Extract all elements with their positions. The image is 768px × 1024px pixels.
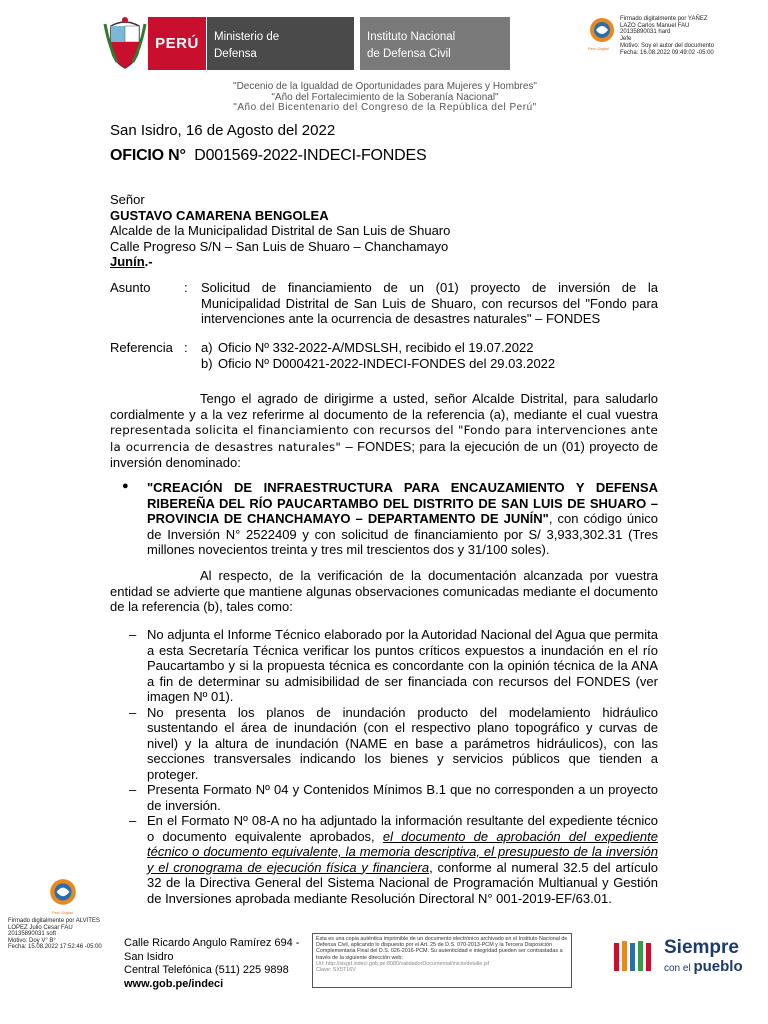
siempre-slogan: Siempre [664, 937, 739, 958]
ministerio-logo [207, 17, 354, 70]
dash-marker: – [129, 813, 137, 828]
observation-item [110, 813, 658, 906]
recipient-name: GUSTAVO CAMARENA BENGOLEA [110, 207, 329, 223]
asunto-row [110, 280, 658, 328]
observations-list [110, 627, 658, 906]
oficio-number: D001569-2022-INDECI-FONDES [194, 147, 427, 164]
people-logo-icon [612, 939, 656, 973]
pueblo-text: pueblo [693, 958, 743, 975]
observation-item [110, 627, 658, 705]
letter-date: San Isidro, 16 de Agosto del 2022 [110, 122, 336, 139]
p1-part-a: Tengo el agrado de dirigirme a usted, señor Alcalde Distrital, para saludarlo cordialmente y a la vez referirme al documento de la referencia (a), mediante el cual vuestra [110, 391, 658, 422]
footer-address [124, 937, 299, 991]
digital-signature-icon [48, 877, 78, 909]
sig-line: LAZO Carlos Manuel FAU [620, 22, 690, 29]
ref-text: Oficio Nº 332-2022-A/MDSLSH, recibido el 19.07.2022 [218, 340, 534, 355]
phone-line: Central Telefónica (511) 225 9898 [124, 964, 289, 976]
recipient-title: Alcalde de la Municipalidad Distrital de San Luis de Shuaro [110, 223, 451, 238]
ref-text: Oficio Nº D000421-2022-INDECI-FONDES del 29.03.2022 [218, 355, 556, 371]
p1-part-c: – FONDES; para la ejecución de un (01) proyecto de inversión denominado: [110, 438, 658, 470]
pueblo-slogan [664, 958, 743, 975]
footer-logo-tag: Perú Digital [52, 910, 73, 915]
indeci-line-2: de Defensa Civil [367, 48, 451, 60]
ministerio-line-1: Ministerio de [214, 31, 280, 43]
con-el-text: con el [664, 963, 691, 974]
reference-b [201, 356, 555, 372]
motto-line: "Decenio de la Igualdad de Oportunidades para Mujeres y Hombres" [233, 81, 537, 92]
observation-text-end: , conforme al numeral 32.5 del artículo 32 de la Directiva General del Sistema Nacional de Programación Multianual y Gestión de Inversiones aprobada mediante Resolución Directoral N° 001-2019-EF/63.01. [147, 859, 658, 906]
referencia-label: Referencia [110, 340, 173, 355]
digital-signature-top [620, 16, 760, 56]
project-title: "CREACIÓN DE INFRAESTRUCTURA PARA ENCAUZAMIENTO Y DEFENSA RIBEREÑA DEL RÍO PAUCARTAMBO DEL DISTRITO DE SAN LUIS DE SHUARO – PROVINCIA DE CHANCHAMAYO – DEPARTAMENTO DE JUNÍN" [147, 480, 658, 526]
referencia-colon: : [184, 340, 188, 355]
sig-line: 20135890031 soft [8, 931, 57, 937]
sig-line: Motivo: Soy el autor del documento [620, 42, 715, 49]
digital-signature-icon [588, 16, 616, 46]
sig-line: Jefe [620, 36, 632, 43]
motto-line: "Año del Bicentenario del Congreso de la República del Perú" [233, 102, 537, 113]
year-mottos [180, 82, 590, 114]
recipient-region-suffix: .- [144, 254, 153, 269]
observation-text: No adjunta el Informe Técnico elaborado por la Autoridad Nacional del Agua que permita a esta Secretaría Técnica verificar los puntos críticos expuestos a inundación en el río Paucartambo y si la propuesta técnica es concordante con la opinión técnica de la ANA a fin de determinar su admisibilidad de ser financiada con recursos del FONDES (ver imagen Nº 01). [147, 627, 658, 704]
recipient-region: Junín [110, 254, 145, 269]
ministerio-line-2: Defensa [214, 48, 257, 60]
asunto-label: Asunto [110, 280, 151, 295]
coat-of-arms-icon [103, 16, 147, 70]
address-line: Calle Ricardo Angulo Ramírez 694 - [124, 937, 300, 949]
observation-text: No presenta los planos de inundación producto del modelamiento hidráulico sustentando el área de inundación (con el respectivo plano topográfico y curvas de nivel) y la altura de inundación (NAME en base a parámetros hidráulicos), con las secciones transversales indicando los bienes y servicios públicos que tienden a proteger. [147, 704, 658, 782]
paragraph-1 [110, 391, 658, 471]
observation-item [110, 705, 658, 783]
verification-key: Clave: SX5T16V [316, 967, 356, 974]
observation-item [110, 782, 658, 813]
sig-line: Fecha: 15.08.2022 17:52:46 -05:00 [8, 944, 102, 950]
sig-line: Firmado digitalmente por YAÑEZ [620, 16, 708, 22]
dash-marker: – [129, 627, 137, 642]
project-description [147, 480, 658, 558]
p1-part-b: representada solicita el financiamiento con recursos del "Fondo para intervenciones ante la ocurrencia de desastres naturales" [110, 423, 658, 454]
dash-marker: – [129, 704, 137, 720]
recipient-block [110, 192, 658, 270]
indeci-line-1: Instituto Nacional [367, 31, 456, 43]
verification-url[interactable]: Url: http://sisgd.indeci.gob.pe:8080/validadorDocumental/inicio/detalle.jsf [316, 960, 490, 967]
sig-line: 20135890031 hard [620, 29, 671, 36]
digital-signature-bottom [8, 918, 118, 951]
motto-line: "Año del Fortalecimiento de la Soberanía Nacional" [271, 91, 499, 103]
asunto-colon: : [184, 280, 188, 295]
observation-text: Presenta Formato Nº 04 y Contenidos Mínimos B.1 que no corresponden a un proyecto de inversión. [147, 782, 658, 813]
sig-line: LOPEZ Julio Cesar FAU [8, 924, 73, 931]
project-details: , con código único de Inversión N° 2522409 y con solicitud de financiamiento por S/ 3,933,302.31 (Tres millones novecientos treinta y tres mil trescientos dos y 31/100 soles). [147, 511, 658, 557]
reference-a [201, 340, 533, 356]
referencia-row [110, 340, 658, 374]
ref-letter: a) [201, 340, 213, 355]
peru-logo: PERÚ [148, 17, 206, 70]
indeci-logo [360, 17, 510, 70]
observation-text: En el Formato Nº 08-A no ha adjuntado la información resultante del expediente técnico o documento equivalente aprobados, [147, 813, 658, 844]
observation-underlined: el documento de aprobación del expediente técnico o documento equivalente, la memoria descriptiva, el presupuesto de la inversión y el cronograma de ejecución física y financiera [147, 828, 658, 875]
verification-box [312, 933, 572, 988]
oficio-heading [110, 147, 426, 165]
sig-line: Firmado digitalmente por ALVITES [8, 918, 100, 924]
recipient-address: Calle Progreso S/N – San Luis de Shuaro – Chanchamayo [110, 238, 449, 254]
website-link[interactable]: www.gob.pe/indeci [124, 977, 224, 990]
ref-letter: b) [201, 355, 213, 371]
sig-line: Fecha: 16.08.2022 09:49:02 -05:00 [620, 49, 714, 56]
paragraph-2 [110, 568, 658, 615]
verification-text: Esta es una copia auténtica imprimible de un documento electrónico archivado en el Instituto Nacional de Defensa Civil, aplicando lo dispuesto por el Art. 25 de D.S. 070-2013-PCM y la Tercera Disposición Complementaria Final del D.S. 026-2016-PCM. Su autenticidad e integridad pueden ser contrastadas a través de la siguiente dirección web: [316, 936, 568, 961]
asunto-text: Solicitud de financiamiento de un (01) proyecto de inversión de la Municipalidad Distrital de San Luis de Shuaro, con recursos del "Fondo para intervenciones ante la ocurrencia de desastres naturales" – FONDES [201, 280, 658, 326]
bullet-dot: ● [122, 480, 129, 492]
p2-text: Al respecto, de la verificación de la documentación alcanzada por vuestra entidad se advierte que mantiene algunas observaciones comunicadas mediante el documento de la referencia (b), tales como: [110, 568, 658, 614]
salutation: Señor [110, 192, 145, 207]
sig-line: Motivo: Doy V° B° [8, 937, 56, 944]
dash-marker: – [129, 782, 137, 797]
address-line: San Isidro [124, 950, 174, 963]
oficio-label: OFICIO N° [110, 147, 186, 164]
signature-logo-tag: Perú Digital [588, 46, 609, 51]
